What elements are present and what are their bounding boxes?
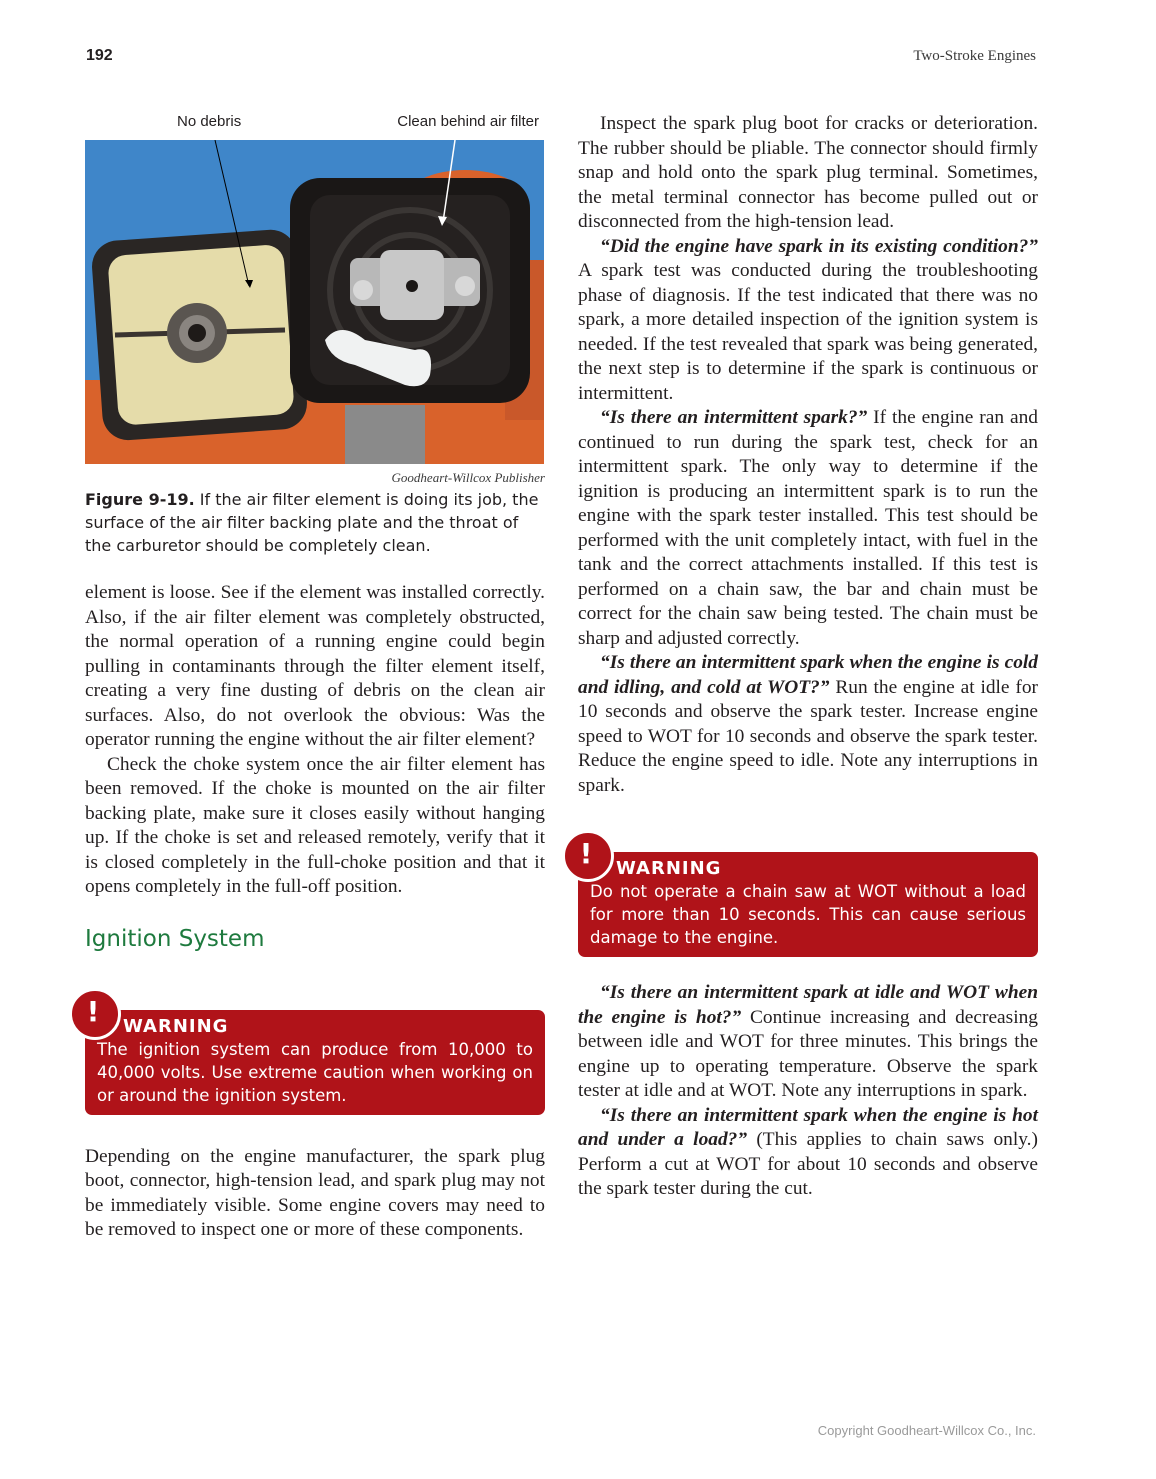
figure-photo bbox=[85, 140, 544, 464]
question-lead: “Did the engine have spark in its existing condition?” bbox=[600, 235, 1038, 257]
warning-box bbox=[85, 1010, 545, 1115]
left-column bbox=[85, 110, 545, 1243]
paragraph: “Is there an intermittent spark at idle and WOT when the engine is hot?” Continue increasing and decreasing between idle and WOT for three minutes. This brings the engine up to operating temperature. Observe the spark tester at idle and at WOT. Note any interruptions in spark. bbox=[578, 982, 1038, 1101]
warning-text: The ignition system can produce from 10,000 to 40,000 volts. Use extreme caution when working on or around the ignition system. bbox=[97, 1039, 533, 1105]
warning-title: WARNING bbox=[123, 1015, 229, 1037]
warning-icon: ! bbox=[69, 988, 121, 1040]
question-lead: “Is there an intermittent spark?” bbox=[600, 407, 868, 428]
warning-icon: ! bbox=[562, 830, 614, 882]
label-no-debris: No debris bbox=[177, 113, 242, 130]
question-lead: “Is there an intermittent spark when the engine is cold and idling, and cold at WOT?” bbox=[578, 652, 1038, 698]
question-lead: “Is there an intermittent spark at idle and WOT when the engine is hot?” bbox=[578, 982, 1038, 1028]
running-head: Two-Stroke Engines bbox=[913, 48, 1036, 64]
paragraph: “Is there an intermittent spark?” If the engine ran and continued to run during the spark test, check for an intermittent spark. The only way to determine if the ignition is producing an intermittent spark is to run the engine with the spark tester installed. This test should be performed with the unit completely intact, with fuel in the tank and the correct attachments installed. If this test is performed on a chain saw, the bar and chain must be correct for the chain saw being tested. The chain must be sharp and adjusted correctly. bbox=[578, 407, 1038, 649]
paragraph: Check the choke system once the air filter element has been removed. If the choke is mounted on the air filter backing plate, make sure it closes easily without hanging up. If the choke is set and released remotely, verify that it is closed completely in the full-choke position and that it opens completely in the full-off position. bbox=[85, 753, 545, 897]
figure-labels bbox=[85, 110, 545, 140]
figure-credit: Goodheart-Willcox Publisher bbox=[391, 470, 545, 485]
figure bbox=[85, 110, 545, 557]
page-number: 192 bbox=[86, 47, 113, 64]
paragraph: “Is there an intermittent spark when the engine is cold and idling, and cold at WOT?” Run the engine at idle for 10 seconds and observe the spark tester. Increase engine speed to WOT for 10 seconds and observe the spark tester. Reduce the engine speed to idle. Note any interruptions in spark. bbox=[578, 652, 1039, 796]
figure-number: Figure 9-19. bbox=[85, 490, 195, 509]
paragraph: Inspect the spark plug boot for cracks or deterioration. The rubber should be pliable. The connector should firmly snap and hold onto the spark plug terminal. Sometimes, the metal terminal connector has become pulled out or disconnected from the high-tension lead. bbox=[578, 113, 1038, 232]
paragraph: “Is there an intermittent spark when the engine is hot and under a load?” (This applies to chain saws only.) Perform a cut at WOT for about 10 seconds and observe the spark tester during the cut. bbox=[578, 1104, 1038, 1199]
figure-caption bbox=[85, 488, 545, 557]
copyright-footer: Copyright Goodheart-Willcox Co., Inc. bbox=[817, 1423, 1036, 1438]
air-filter-photo-illustration bbox=[85, 140, 544, 464]
warning-callout bbox=[578, 837, 1038, 957]
right-column bbox=[578, 112, 1038, 1202]
warning-title: WARNING bbox=[616, 858, 722, 879]
paragraph: “Did the engine have spark in its existing condition?” A spark test was conducted during the troubleshooting phase of diagnosis. If the test indicated that there was no spark, a more detailed inspection of the ignition system is needed. If the test revealed that spark was being generated, the next step is to determine if the spark is continuous or intermittent. bbox=[578, 235, 1038, 404]
figure-caption-text: If the air filter element is doing its job, the surface of the air filter backing plate and the throat of the carburetor should be completely clean. bbox=[85, 490, 539, 555]
section-heading: Ignition System bbox=[85, 925, 265, 952]
label-clean-behind-filter: Clean behind air filter bbox=[397, 113, 539, 130]
warning-text: Do not operate a chain saw at WOT without a load for more than 10 seconds. This can cause serious damage to the engine. bbox=[590, 882, 1026, 947]
warning-box bbox=[578, 852, 1038, 957]
paragraph: Depending on the engine manufacturer, the spark plug boot, connector, high-tension lead, and spark plug may not be immediately visible. Some engine covers may need to be removed to inspect one or more of these components. bbox=[85, 1145, 545, 1240]
question-lead: “Is there an intermittent spark when the engine is hot and under a load?” bbox=[578, 1104, 1038, 1150]
paragraph: element is loose. See if the element was installed correctly. Also, if the air filter element was completely obstructed, the normal operation of a running engine could begin pulling in contaminants through the filter element itself, creating a very fine dusting of debris on the clean air surfaces. Also, do not overlook the obvious: Was the operator running the engine without the air filter element? bbox=[85, 582, 545, 750]
warning-callout bbox=[85, 994, 545, 1115]
